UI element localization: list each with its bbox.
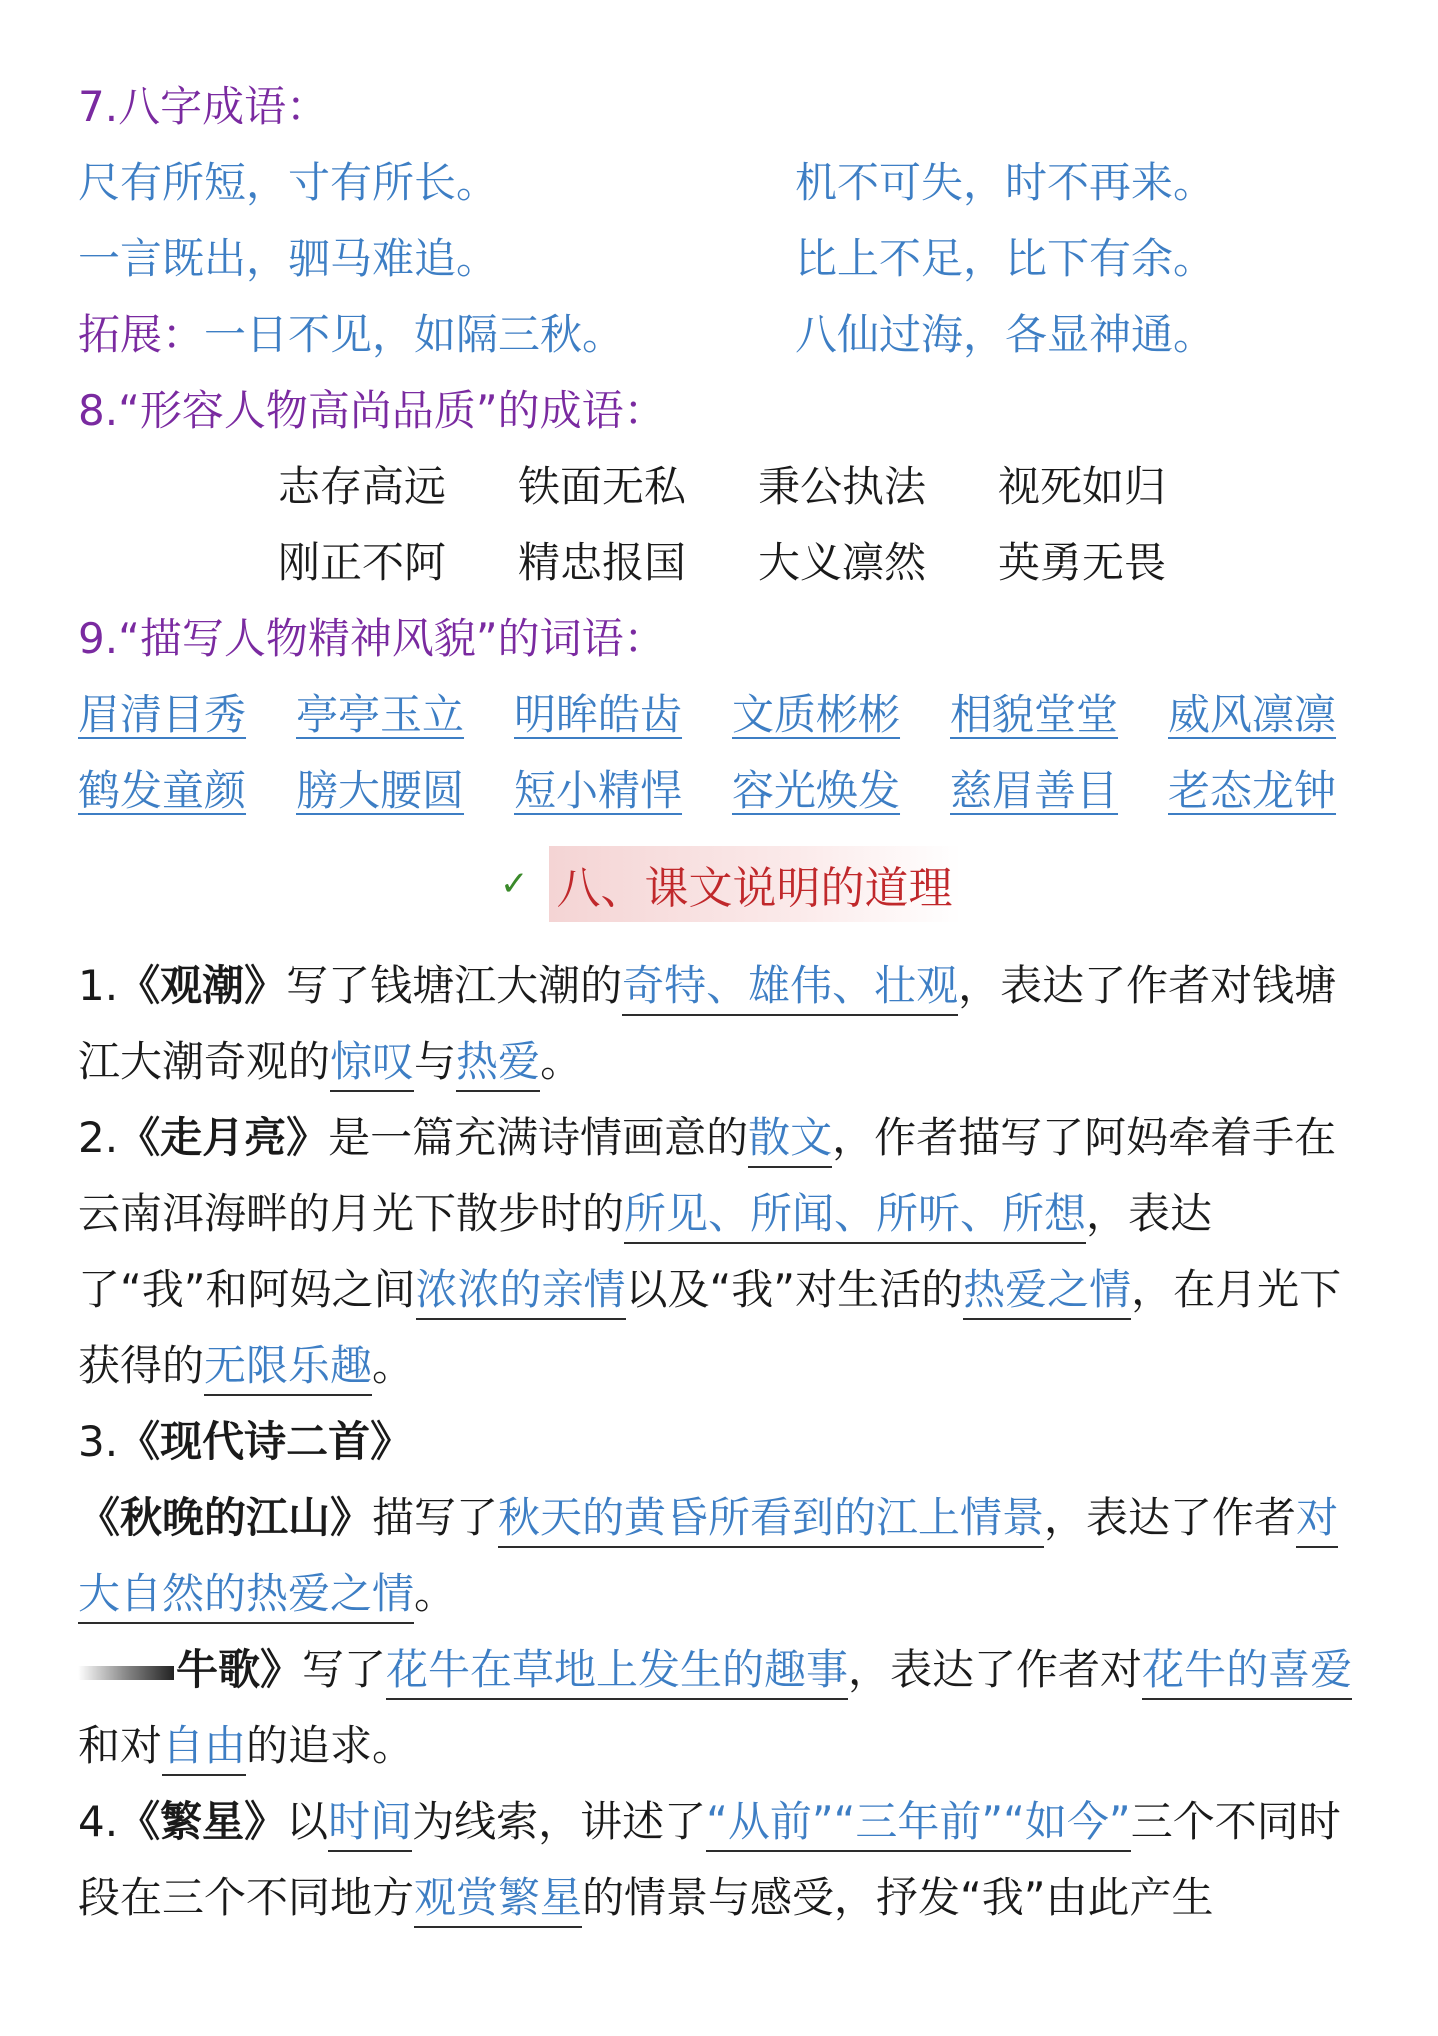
answer-blank: 惊叹 — [330, 1037, 414, 1092]
answer-blank: 浓浓的亲情 — [416, 1265, 626, 1320]
answer-blank: 花牛在草地上发生的趣事 — [386, 1645, 848, 1700]
book-title: 《繁星》 — [118, 1797, 287, 1846]
quality-idiom: 精忠报国 — [518, 538, 687, 587]
paragraph-3-heading — [78, 1404, 1368, 1480]
idiom-row-1-left: 尺有所短，寸有所长。 — [78, 158, 499, 207]
text: ，表达了作者对 — [848, 1645, 1143, 1694]
spirit-word: 亭亭玉立 — [296, 690, 465, 739]
idiom-row-2-left: 一言既出，驷马难追。 — [78, 234, 499, 283]
paragraph-1 — [78, 948, 1368, 1100]
book-title: 《观潮》 — [118, 961, 287, 1010]
quality-idiom: 大义凛然 — [758, 538, 927, 587]
scan-smudge — [78, 1666, 174, 1680]
text: 。 — [372, 1341, 415, 1390]
idiom-row-3-left — [78, 310, 625, 359]
idiom-row-2-right: 比上不足，比下有余。 — [795, 234, 1216, 283]
spirit-word: 相貌堂堂 — [950, 690, 1119, 739]
answer-blank: 观赏繁星 — [414, 1873, 582, 1928]
item-number: 3. — [78, 1417, 119, 1466]
text: ，表达了作者对钱塘江大潮奇观的 — [78, 961, 1337, 1086]
quality-idiom: 视死如归 — [998, 462, 1167, 511]
item-number: 4. — [78, 1797, 119, 1846]
text: ，表达了“我”和阿妈之间 — [78, 1189, 1213, 1314]
text: 为线索，讲述了 — [412, 1797, 707, 1846]
quality-idiom: 英勇无畏 — [998, 538, 1167, 587]
section-9-title: 9.“描写人物精神风貌”的词语： — [78, 614, 666, 663]
text: 以 — [286, 1797, 329, 1846]
answer-blank: 秋天的黄昏所看到的江上情景 — [498, 1493, 1044, 1548]
answer-blank: 自由 — [162, 1721, 246, 1776]
spirit-word: 慈眉善目 — [950, 766, 1119, 815]
text: 的追求。 — [246, 1721, 415, 1770]
quality-row-1 — [278, 462, 1238, 511]
spirit-word: 短小精悍 — [514, 766, 683, 815]
poem-2-summary — [78, 1632, 1368, 1784]
spirit-word: 鹤发童颜 — [78, 766, 247, 815]
section-8-title: 8.“形容人物高尚品质”的成语： — [78, 386, 666, 435]
spirit-word: 老态龙钟 — [1168, 766, 1337, 815]
item-number: 2. — [78, 1113, 119, 1162]
spirit-word: 膀大腰圆 — [296, 766, 465, 815]
text: 和对 — [78, 1721, 163, 1770]
book-title: 《现代诗二首》 — [118, 1417, 413, 1466]
spirit-row-2 — [78, 766, 1386, 815]
text: 写了钱塘江大潮的 — [286, 961, 623, 1010]
quality-idiom: 秉公执法 — [758, 462, 927, 511]
quality-idiom: 铁面无私 — [518, 462, 687, 511]
spirit-row-1 — [78, 690, 1386, 739]
text: 三个不同时段在三个不同地方 — [78, 1797, 1341, 1922]
paragraph-4 — [78, 1784, 1368, 1936]
text: 以及“我”对生活的 — [625, 1265, 964, 1314]
extension-label: 拓展： — [78, 310, 205, 359]
section-title: 八、课文说明的道理 — [549, 846, 961, 922]
extension-idiom: 一日不见，如隔三秋。 — [204, 310, 625, 359]
book-title: 《秋晚的江山》 — [78, 1493, 373, 1542]
paragraph-2 — [78, 1100, 1368, 1404]
answer-blank: 奇特、雄伟、壮观 — [622, 961, 958, 1016]
check-icon: ✓ — [500, 864, 529, 904]
text: 。 — [540, 1037, 583, 1086]
answer-blank: 散文 — [748, 1113, 832, 1168]
poem-1-summary — [78, 1480, 1368, 1632]
spirit-word: 眉清目秀 — [78, 690, 247, 739]
text: 写了 — [302, 1645, 387, 1694]
answer-blank: “从前”“三年前”“如今” — [706, 1797, 1131, 1852]
book-title: 牛歌》 — [176, 1645, 303, 1694]
answer-blank: 热爱之情 — [963, 1265, 1131, 1320]
text: ，表达了作者 — [1044, 1493, 1297, 1542]
text: ，在月光下获得的 — [78, 1265, 1342, 1390]
text: 描写了 — [372, 1493, 499, 1542]
spirit-word: 容光焕发 — [732, 766, 901, 815]
answer-blank: 对大自然的热爱之情 — [78, 1493, 1338, 1624]
text: 是一篇充满诗情画意的 — [328, 1113, 749, 1162]
spirit-word: 文质彬彬 — [732, 690, 901, 739]
quality-row-2 — [278, 538, 1238, 587]
text: ，作者描写了阿妈牵着手在云南洱海畔的月光下散步时的 — [78, 1113, 1337, 1238]
spirit-word: 明眸皓齿 — [514, 690, 683, 739]
quality-idiom: 刚正不阿 — [278, 538, 447, 587]
answer-blank: 时间 — [328, 1797, 412, 1852]
quality-idiom: 志存高远 — [278, 462, 447, 511]
text: 与 — [414, 1037, 457, 1086]
item-number: 1. — [78, 961, 119, 1010]
text: 的情景与感受，抒发“我”由此产生 — [582, 1873, 1214, 1922]
idiom-row-3-right: 八仙过海，各显神通。 — [795, 310, 1216, 359]
answer-blank: 热爱 — [456, 1037, 540, 1092]
text: 。 — [414, 1569, 457, 1618]
idiom-row-1-right: 机不可失，时不再来。 — [795, 158, 1216, 207]
book-title: 《走月亮》 — [118, 1113, 329, 1162]
answer-blank: 所见、所闻、所听、所想 — [624, 1189, 1086, 1244]
spirit-word: 威风凛凛 — [1168, 690, 1337, 739]
section-header — [500, 852, 961, 916]
section-7-title: 7.八字成语： — [78, 82, 329, 131]
answer-blank: 花牛的喜爱 — [1142, 1645, 1352, 1700]
answer-blank: 无限乐趣 — [204, 1341, 372, 1396]
